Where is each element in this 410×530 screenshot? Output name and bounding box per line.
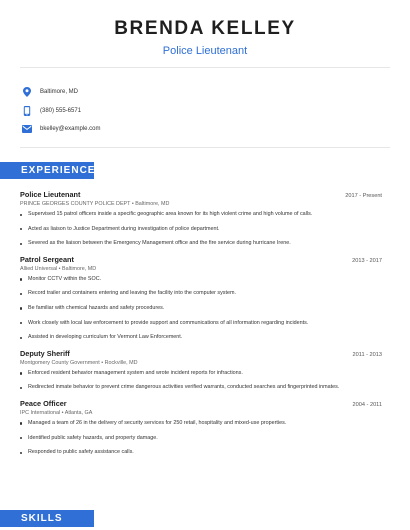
job-bullets xyxy=(20,276,382,341)
bullet-item: Supervised 15 patrol officers inside a specific geographic area known for its high violent crime and high volume of calls. xyxy=(20,211,382,218)
contact-divider xyxy=(20,147,390,148)
contact-email xyxy=(22,120,100,138)
job-title: Police Lieutenant xyxy=(20,190,81,199)
bullet-item: Responded to public safety assistance calls. xyxy=(20,449,382,456)
bullet-item: Monitor CCTV within the SOC. xyxy=(20,276,382,283)
contact-info xyxy=(22,83,100,139)
job-title: Patrol Sergeant xyxy=(20,254,74,264)
job-header xyxy=(20,349,382,358)
bullet-item: Identified public safety hazards, and property damage. xyxy=(20,435,382,442)
contact-phone xyxy=(22,102,100,120)
job-organization: IPC International • Atlanta, GA xyxy=(20,409,93,416)
bullet-item: Redirected inmate behavior to prevent crime dangerous activities verified warrants, conducted searches and fingerprinted inmates. xyxy=(20,384,382,391)
job-organization: Montgomery County Government • Rockville, MD xyxy=(20,359,138,366)
job-dates: 2004 - 2011 xyxy=(352,401,382,408)
candidate-name: BRENDA KELLEY xyxy=(114,18,296,39)
phone-icon xyxy=(22,106,32,116)
job-header xyxy=(20,399,382,408)
job-dates: 2013 - 2017 xyxy=(352,257,382,264)
contact-location xyxy=(22,83,100,101)
job-bullets xyxy=(20,420,382,456)
experience-list xyxy=(20,190,382,464)
bullet-item: Work closely with local law enforcement to provide support and communications of all information regarding incidents. xyxy=(20,320,382,327)
job-bullets xyxy=(20,370,382,392)
experience-section-heading: EXPERIENCE xyxy=(0,162,94,179)
bullet-item: Severed as the liaison between the Emergency Management office and the fire service during hurricane Irene. xyxy=(20,240,382,247)
job-header xyxy=(20,190,382,199)
job-header xyxy=(20,255,382,264)
skills-section-heading: SKILLS xyxy=(0,510,94,527)
envelope-icon xyxy=(22,124,32,134)
job-dates: 2017 - Present xyxy=(345,193,382,199)
bullet-item: Acted as liaison to Justice Department during investigation of police department. xyxy=(20,226,382,233)
job-organization: Allied Universal • Baltimore, MD xyxy=(20,265,97,272)
email-text: bkelley@example.com xyxy=(40,126,101,132)
job-entry xyxy=(20,190,382,247)
job-entry xyxy=(20,399,382,456)
bullet-item: Be familiar with chemical hazards and safety procedures. xyxy=(20,305,382,312)
bullet-item: Managed a team of 26 in the delivery of security services for 250 retail, hospitality and mixed-use properties. xyxy=(20,420,382,427)
job-bullets xyxy=(20,211,382,247)
resume-header xyxy=(0,0,410,58)
location-text: Baltimore, MD xyxy=(40,89,79,95)
job-title: Deputy Sheriff xyxy=(20,348,70,358)
job-entry xyxy=(20,255,382,341)
candidate-title: Police Lieutenant xyxy=(162,45,248,57)
bullet-item: Enforced resident behavior management system and wrote incident reports for infractions. xyxy=(20,370,382,377)
bullet-item: Record trailer and containers entering and leaving the facility into the computer system. xyxy=(20,290,382,297)
map-pin-icon xyxy=(22,87,32,97)
header-divider xyxy=(20,67,390,68)
job-organization: PRINCE GEORGES COUNTY POLICE DEPT • Baltimore, MD xyxy=(20,201,170,207)
bullet-item: Assisted in developing curriculum for Vermont Law Enforcement. xyxy=(20,334,382,341)
phone-text: (380) 555-6571 xyxy=(40,107,82,114)
job-entry xyxy=(20,349,382,392)
job-title: Peace Officer xyxy=(20,398,67,408)
job-dates: 2011 - 2013 xyxy=(352,351,382,358)
